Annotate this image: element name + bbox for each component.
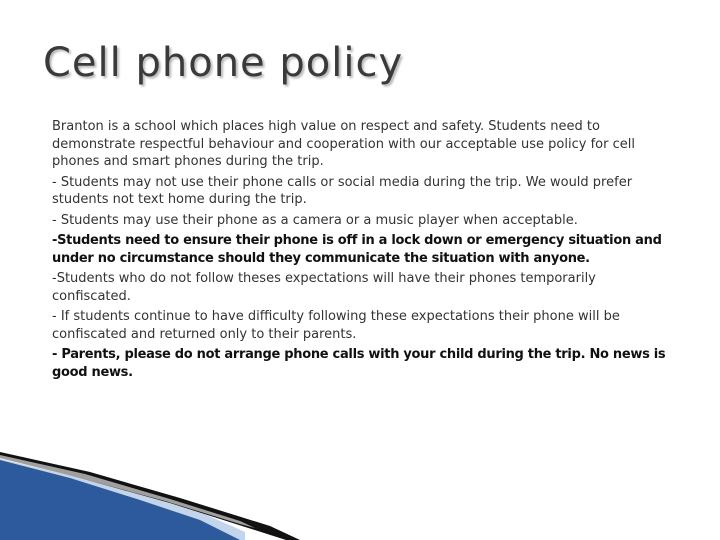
paragraph-parents-notice: - Parents, please do not arrange phone calls with your child during the trip. No news is good news. — [52, 347, 666, 380]
paragraph-confiscation: -Students who do not follow theses expectations will have their phones temporarily confiscated. — [52, 271, 596, 304]
slide-title: Cell phone policy — [43, 40, 404, 86]
paragraph-lockdown: -Students need to ensure their phone is off in a lock down or emergency situation and under no circumstance should they communicate the situation with anyone. — [52, 233, 662, 266]
paragraph-returned-to-parents: - If students continue to have difficulty following these expectations their phone will be confiscated and returned only to their parents. — [52, 309, 620, 342]
paragraph-camera-music: - Students may use their phone as a camera or a music player when acceptable. — [52, 212, 578, 228]
swoosh-blue-band — [0, 460, 240, 540]
paragraph-no-calls: - Students may not use their phone calls or social media during the trip. We would prefer students not text home during the trip. — [52, 174, 633, 207]
paragraph-intro: Branton is a school which places high value on respect and safety. Students need to demonstrate respectful behaviour and cooperation with our acceptable use policy for cell phones and smart phones during the trip. — [52, 119, 635, 169]
